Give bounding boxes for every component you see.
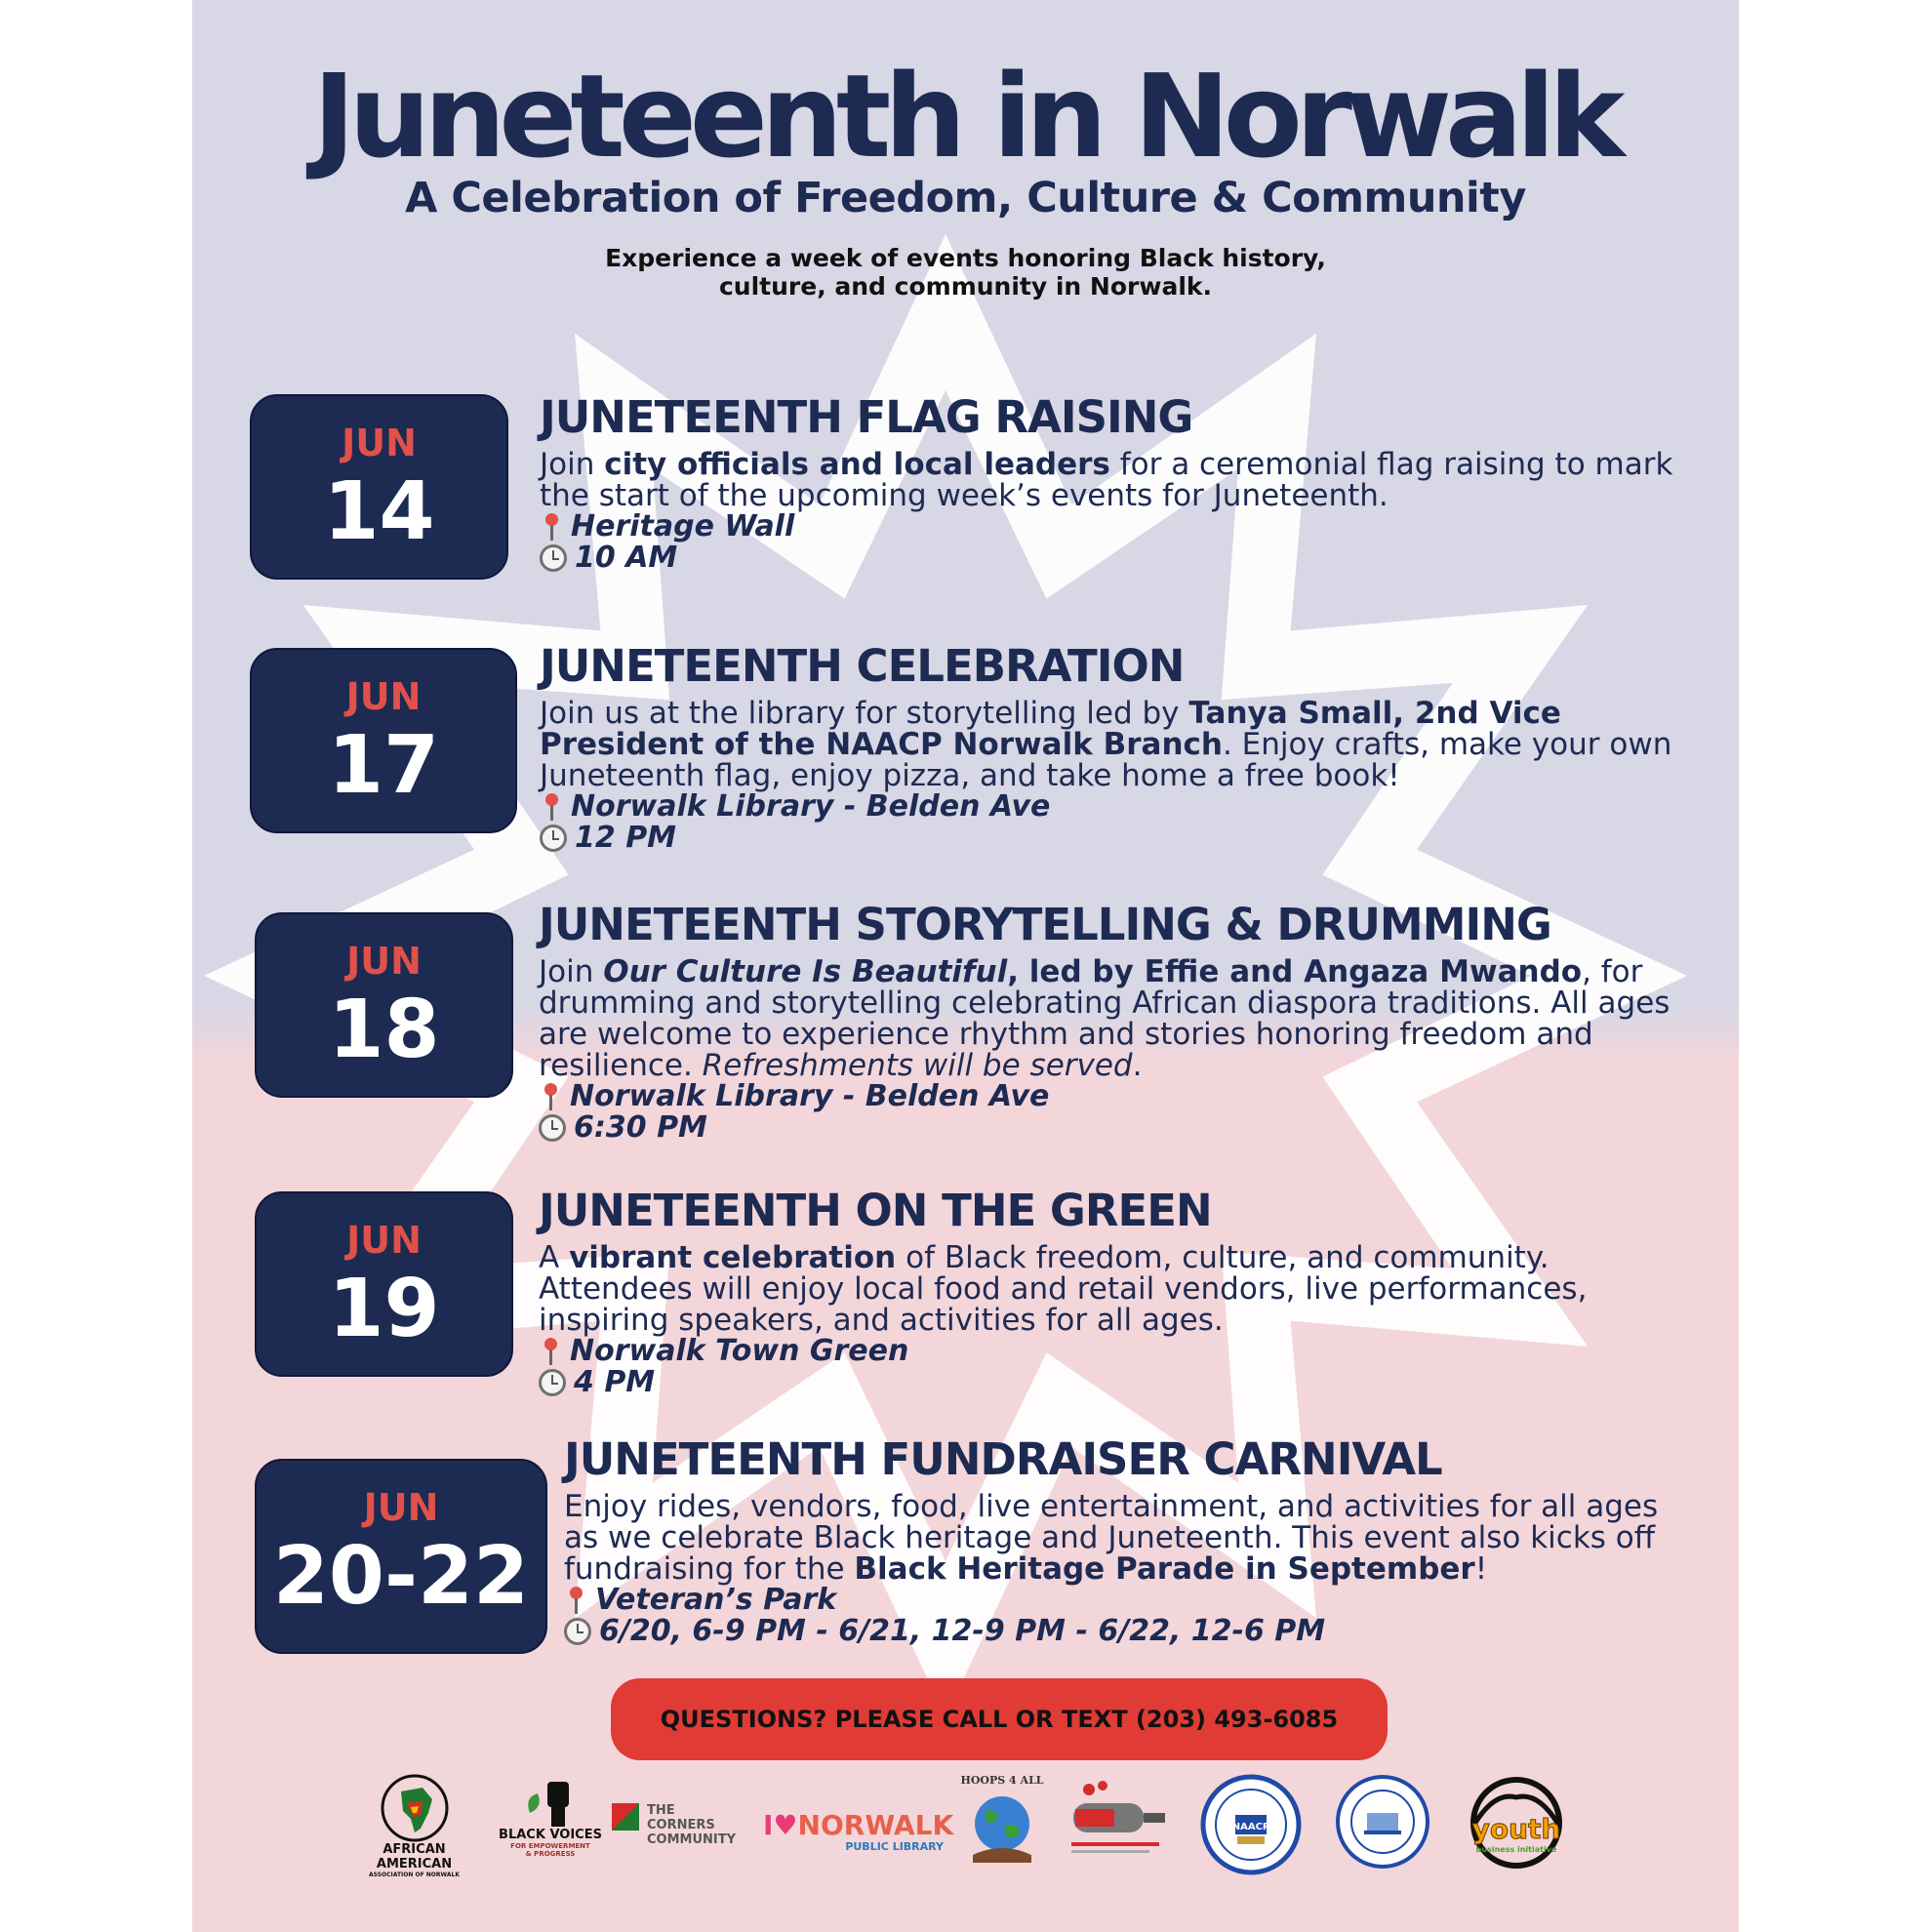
event-item — [539, 900, 1700, 1144]
hoops-4-all-logo: HOOPS 4 ALL — [953, 1774, 1051, 1881]
description-run: Refreshments will be served — [702, 1048, 1133, 1083]
page-subtitle: A Celebration of Freedom, Culture & Community — [405, 174, 1526, 222]
event-location: Norwalk Library - Belden Ave — [539, 1081, 1700, 1112]
description-run: A — [539, 1240, 570, 1275]
youth-icon — [1456, 1774, 1578, 1876]
youth-label: youth — [1471, 1813, 1561, 1845]
norwalk-library-logo: I♥NORWALK PUBLIC LIBRARY — [763, 1809, 954, 1853]
event-title: JUNETEENTH STORYTELLING & DRUMMING — [539, 899, 1551, 950]
event-item — [564, 1434, 1686, 1647]
africa-map-icon — [376, 1774, 454, 1842]
date-day: 14 — [323, 465, 435, 558]
description-run: Join — [540, 447, 605, 482]
description-run: Black Heritage Parade in September — [854, 1551, 1475, 1587]
date-badge — [255, 1459, 547, 1654]
sponsor-logos — [192, 1774, 1739, 1891]
date-badge — [250, 394, 508, 580]
description-run: . Enjoy crafts, make your own Juneteenth flag, enjoy pizza, and take home a free book! — [540, 727, 1672, 793]
description-run: city officials and local leaders — [604, 447, 1110, 482]
description-run: Join us at the library for storytelling led by — [540, 696, 1189, 731]
description-run: . — [1132, 1048, 1143, 1083]
event-location: Norwalk Town Green — [539, 1336, 1680, 1367]
description-run: of Black freedom, culture, and community. Attendees will enjoy local food and retail vendors, live performances, inspiring speakers, and activities for all ages. — [539, 1240, 1588, 1338]
intro-text — [192, 244, 1739, 301]
event-location: Heritage Wall — [540, 511, 1681, 543]
event-time: 12 PM — [540, 823, 1681, 854]
naacp-seal — [1197, 1774, 1305, 1881]
date-day: 18 — [328, 984, 440, 1076]
youth-business-logo — [1456, 1774, 1578, 1881]
globe-icon — [963, 1787, 1041, 1865]
description-run: vibrant celebration — [569, 1240, 897, 1275]
page-title: Juneteenth in Norwalk — [312, 49, 1619, 183]
event-title: JUNETEENTH CELEBRATION — [540, 640, 1185, 692]
raised-fist-icon — [516, 1774, 584, 1829]
event-time: 10 AM — [540, 543, 1681, 574]
event-description — [539, 1242, 1680, 1336]
description-run: Our Culture Is Beautiful — [603, 954, 1008, 989]
event-title: JUNETEENTH FLAG RAISING — [540, 391, 1193, 443]
description-run: Enjoy rides, vendors, food, live entertainment, and activities for all ages as we celebrate Black heritage and Juneteenth. This event also kicks off fundraising for the — [564, 1489, 1659, 1587]
naacp-label: NAACP — [1231, 1822, 1270, 1832]
description-run: , led by Effie and Angaza Mwando — [1007, 954, 1583, 989]
event-location: Veteran’s Park — [564, 1585, 1686, 1616]
clock-icon — [564, 1618, 591, 1645]
event-time: 4 PM — [539, 1367, 1680, 1398]
event-item — [540, 392, 1681, 574]
event-time: 6/20, 6-9 PM - 6/21, 12-9 PM - 6/22, 12-6 PM — [564, 1616, 1686, 1647]
date-badge — [250, 648, 517, 833]
location-pin-icon — [539, 1336, 562, 1367]
date-month: JUN — [363, 1486, 439, 1529]
event-title: JUNETEENTH ON THE GREEN — [539, 1185, 1212, 1236]
date-month: JUN — [346, 1219, 422, 1262]
description-run: Join — [539, 954, 604, 989]
location-pin-icon — [539, 1081, 562, 1112]
event-location: Norwalk Library - Belden Ave — [540, 791, 1681, 823]
event-item — [539, 1186, 1680, 1398]
event-title: JUNETEENTH FUNDRAISER CARNIVAL — [564, 1433, 1442, 1485]
intro-line: Experience a week of events honoring Black history, — [605, 244, 1326, 272]
event-description — [539, 956, 1700, 1081]
date-month: JUN — [346, 940, 422, 983]
description-run: for a ceremonial flag raising to mark the start of the upcoming week’s events for Juneteenth. — [540, 447, 1673, 513]
event-time: 6:30 PM — [539, 1112, 1700, 1144]
event-description — [540, 449, 1681, 511]
radio-microphone-logo — [1066, 1774, 1173, 1881]
clock-icon — [540, 825, 567, 852]
date-month: JUN — [345, 675, 422, 718]
contact-banner: QUESTIONS? PLEASE CALL OR TEXT (203) 493-6085 — [611, 1678, 1388, 1760]
state-seal-icon — [1335, 1774, 1430, 1870]
state-seal — [1334, 1774, 1431, 1881]
date-day: 19 — [328, 1263, 440, 1355]
clock-icon — [540, 544, 567, 572]
flyer — [192, 0, 1739, 1932]
location-pin-icon — [564, 1585, 587, 1616]
date-badge — [255, 912, 513, 1098]
event-item — [540, 641, 1681, 854]
description-run: ! — [1474, 1551, 1488, 1587]
date-badge — [255, 1191, 513, 1377]
date-month: JUN — [342, 422, 417, 464]
black-voices-logo: BLACK VOICES FOR EMPOWERMENT & PROGRESS — [497, 1774, 604, 1881]
date-day: 17 — [327, 719, 440, 812]
corners-community-logo: THE CORNERS COMMUNITY — [612, 1803, 753, 1911]
corners-icon — [612, 1803, 639, 1831]
youth-sublabel: business initiative — [1475, 1845, 1557, 1854]
microphone-icon — [1066, 1774, 1173, 1872]
clock-icon — [539, 1114, 566, 1142]
intro-line: culture, and community in Norwalk. — [718, 272, 1213, 301]
aaan-logo: AFRICAN AMERICAN ASSOCIATION OF NORWALK — [353, 1774, 475, 1881]
location-pin-icon — [540, 511, 563, 543]
naacp-seal-icon — [1200, 1774, 1302, 1875]
event-description — [540, 698, 1681, 791]
event-description — [564, 1491, 1686, 1585]
description-run: Tanya Small, 2nd Vice President of the NAACP Norwalk Branch — [540, 696, 1561, 762]
clock-icon — [539, 1369, 566, 1396]
location-pin-icon — [540, 791, 563, 823]
heart-icon: ♥ — [773, 1809, 798, 1841]
date-day: 20-22 — [272, 1530, 530, 1623]
description-run: , for drumming and storytelling celebrating African diaspora traditions. All ages are welcome to experience rhythm and stories honoring freedom and resilience. — [539, 954, 1670, 1083]
